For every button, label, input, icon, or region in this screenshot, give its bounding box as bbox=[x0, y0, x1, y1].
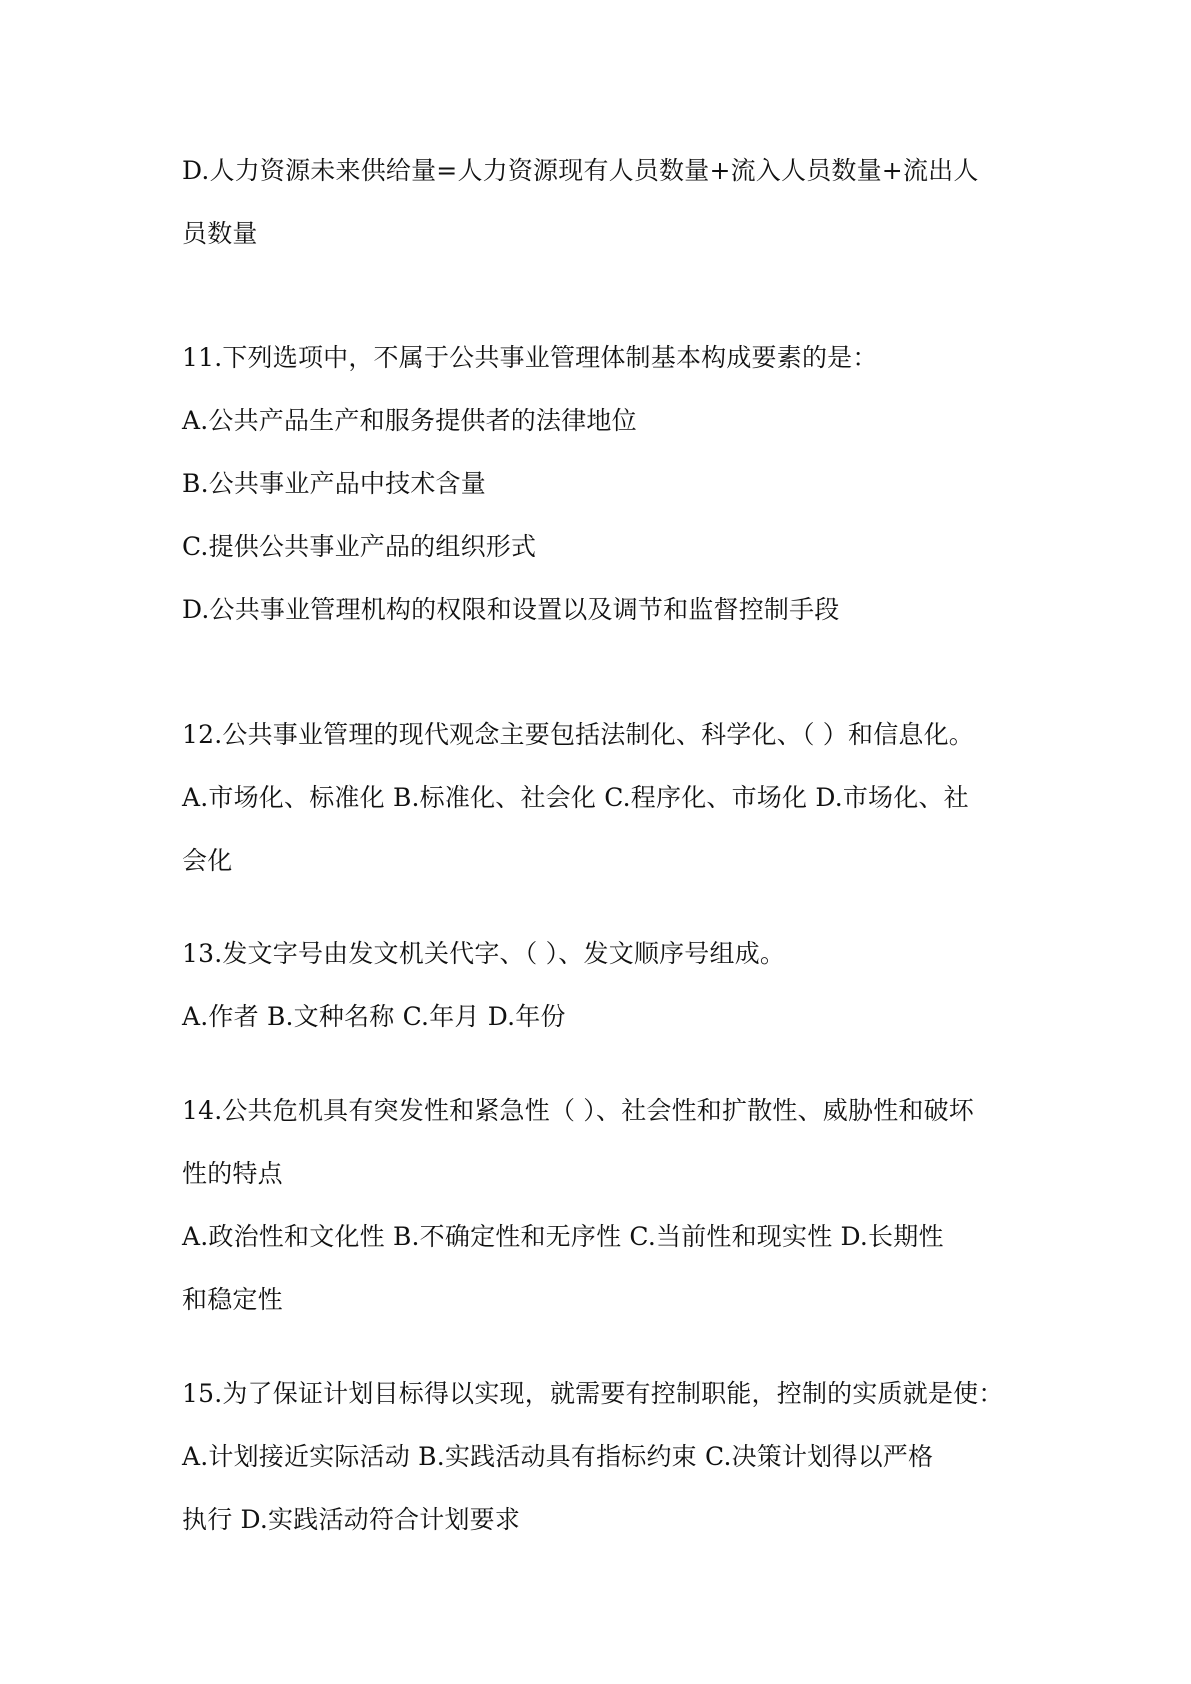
q15-options-line2: 执行 D.实践活动符合计划要求 bbox=[182, 1505, 521, 1534]
q13-options: A.作者 B.文种名称 C.年月 D.年份 bbox=[182, 1002, 566, 1031]
q11-option-a: A.公共产品生产和服务提供者的法律地位 bbox=[182, 406, 637, 435]
q12-options-line1: A.市场化、标准化 B.标准化、社会化 C.程序化、市场化 D.市场化、社 bbox=[182, 783, 969, 812]
q15-question: 15.为了保证计划目标得以实现，就需要有控制职能，控制的实质就是使： bbox=[182, 1379, 1004, 1408]
q12-options-line2: 会化 bbox=[182, 846, 233, 875]
q14-question-line2: 性的特点 bbox=[182, 1159, 283, 1188]
q14-options-line1: A.政治性和文化性 B.不确定性和无序性 C.当前性和现实性 D.长期性 bbox=[182, 1222, 944, 1251]
q10-option-d-line1: D.人力资源未来供给量=人力资源现有人员数量+流入人员数量+流出人 bbox=[182, 156, 979, 185]
q14-options-line2: 和稳定性 bbox=[182, 1285, 283, 1314]
q15-options-line1: A.计划接近实际活动 B.实践活动具有指标约束 C.决策计划得以严格 bbox=[182, 1442, 934, 1471]
q13-question: 13.发文字号由发文机关代字、（ ）、发文顺序号组成。 bbox=[182, 939, 786, 968]
q14-question-line1: 14.公共危机具有突发性和紧急性（ ）、社会性和扩散性、威胁性和破坏 bbox=[182, 1096, 975, 1125]
q12-question: 12.公共事业管理的现代观念主要包括法制化、科学化、（ ）和信息化。 bbox=[182, 720, 975, 749]
q11-question: 11.下列选项中，不属于公共事业管理体制基本构成要素的是： bbox=[182, 343, 878, 372]
q10-option-d-line2: 员数量 bbox=[182, 219, 258, 248]
q11-option-d: D.公共事业管理机构的权限和设置以及调节和监督控制手段 bbox=[182, 595, 840, 624]
q11-option-c: C.提供公共事业产品的组织形式 bbox=[182, 532, 537, 561]
q11-option-b: B.公共事业产品中技术含量 bbox=[182, 469, 486, 498]
